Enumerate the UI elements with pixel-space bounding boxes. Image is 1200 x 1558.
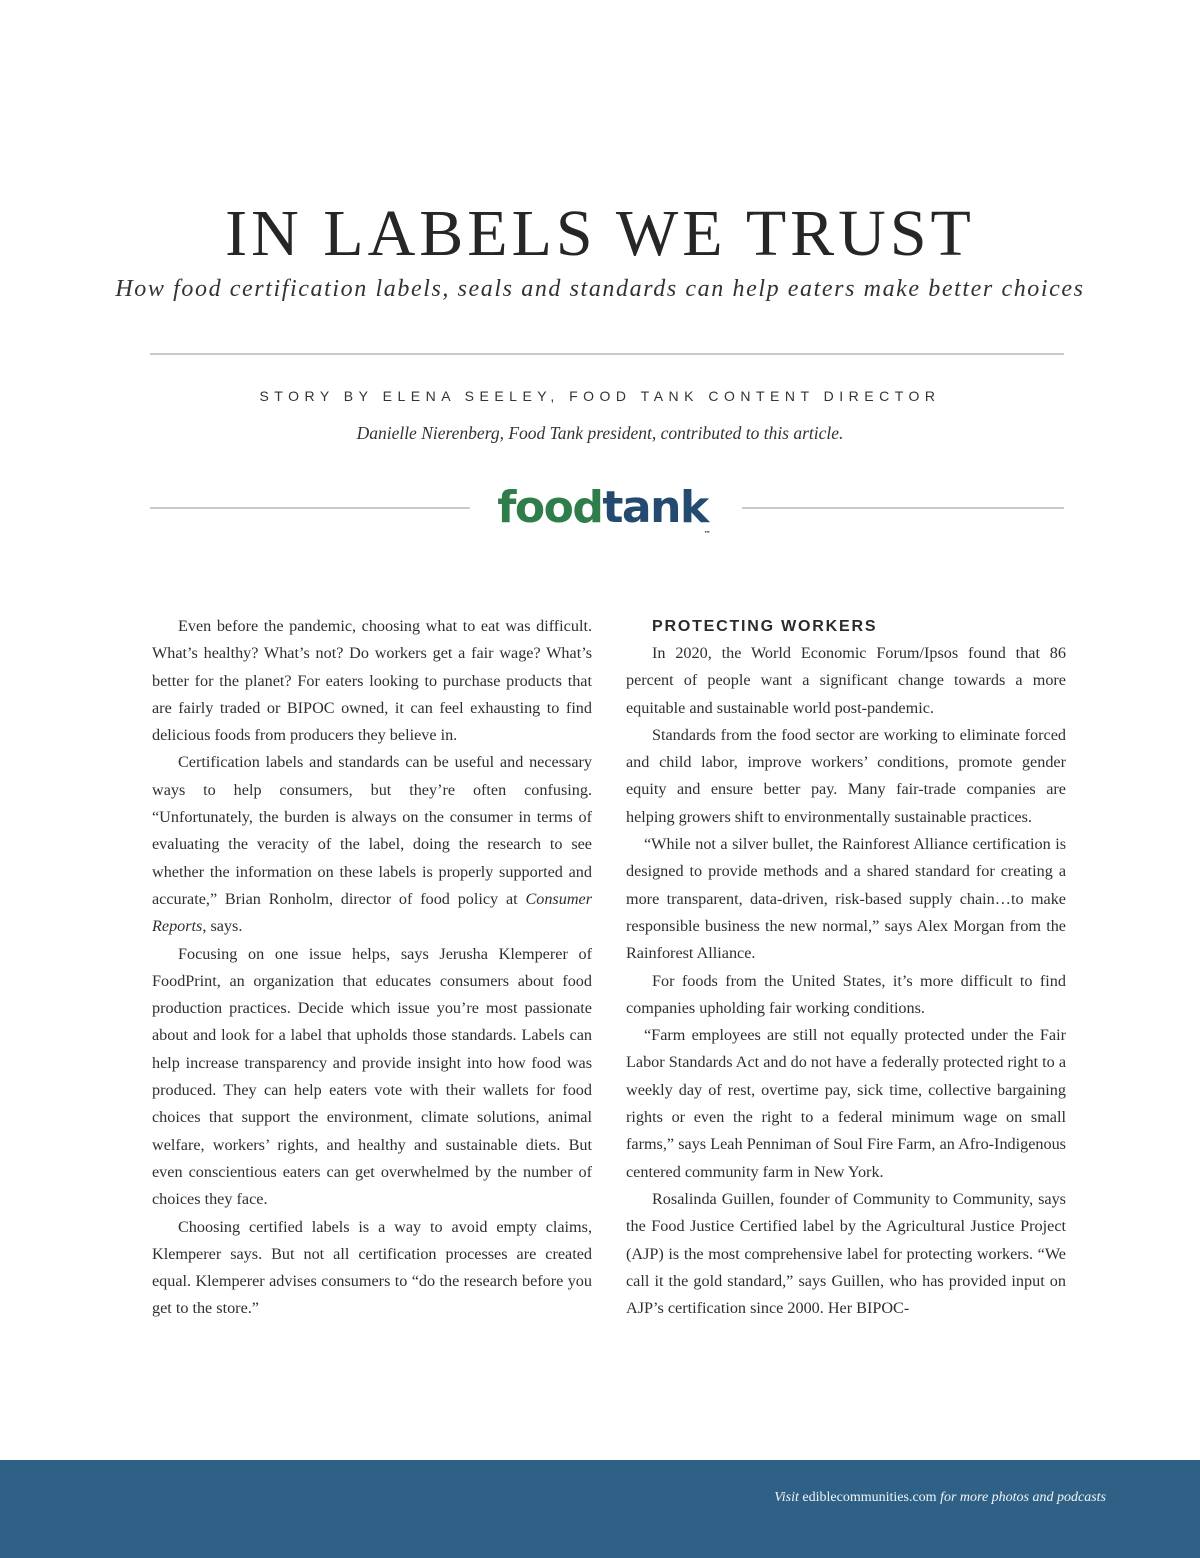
paragraph: Rosalinda Guillen, founder of Community to Community, says the Food Justice Certified label by the Agricultural Justice Project (AJP) is the most comprehensive label for protecting workers. “We call it the gold standard,” says Guillen, who has provided input on AJP’s certification since 2000. Her BIPOC- (626, 1189, 1066, 1318)
contributor-note: Danielle Nierenberg, Food Tank president, contributed to this article. (356, 423, 844, 443)
top-divider (150, 353, 1064, 355)
left-column (152, 613, 592, 1323)
paragraph-text: , says. (202, 917, 243, 936)
paragraph: In 2020, the World Economic Forum/Ipsos found that 86 percent of people want a significant change towards a more equitable and sustainable world post-pandemic. (626, 644, 1066, 717)
logo-divider-right (742, 507, 1064, 509)
paragraph: Standards from the food sector are working to eliminate forced and child labor, improve workers’ conditions, promote gender equity and ensure better pay. Many fair-trade companies are helping growers shift to environmentally sustainable practices. (626, 725, 1066, 826)
footer-site-link[interactable]: ediblecommunities.com (802, 1490, 937, 1505)
byline: STORY BY ELENA SEELEY, FOOD TANK CONTENT DIRECTOR (259, 388, 941, 404)
foodtank-logo (470, 478, 742, 550)
paragraph: Choosing certified labels is a way to avoid empty claims, Klemperer says. But not all certification processes are created equal. Klemperer advises consumers to “do the research before you get to the store.” (152, 1217, 592, 1318)
publication-name: Consumer Reports (152, 889, 592, 936)
logo-trademark: ™ (703, 530, 711, 538)
paragraph: Focusing on one issue helps, says Jerusha Klemperer of FoodPrint, an organization that educates consumers about food production practices. Decide which issue you’re most passionate about and look for a label that upholds those standards. Labels can help increase transparency and provide insight into how food was produced. They can help eaters vote with their wallets for food choices that support the environment, climate solutions, animal welfare, workers’ rights, and healthy and sustainable diets. But even conscientious eaters can get overwhelmed by the number of choices they face. (152, 944, 592, 1209)
logo-food-text: food (497, 482, 603, 533)
logo-tank-text: tank (602, 482, 708, 533)
article-title: IN LABELS WE TRUST (225, 197, 975, 270)
section-heading: PROTECTING WORKERS (652, 618, 878, 635)
paragraph (152, 749, 592, 940)
right-column (626, 613, 1066, 1322)
logo-divider-left (150, 507, 470, 509)
footer-rest: for more photos and podcasts (940, 1490, 1106, 1505)
paragraph: “While not a silver bullet, the Rainforest Alliance certification is designed to provide methods and a shared standard for creating a more transparent, data-driven, risk-based supply chain…to make responsible business the new normal,” says Alex Morgan from the Rainforest Alliance. (626, 835, 1066, 963)
article-subtitle: How food certification labels, seals and standards can help eaters make better choices (115, 276, 1085, 302)
paragraph: “Farm employees are still not equally protected under the Fair Labor Standards Act and do not have a federally protected right to a weekly day of rest, overtime pay, sick time, collective bargaining rights or even the right to a federal minimum wage on small farms,” says Leah Penniman of Soul Fire Farm, an Afro-Indigenous centered community farm in New York. (626, 1026, 1066, 1181)
paragraph-text: Certification labels and standards can be useful and necessary ways to help consumers, but they’re often confusing. “Unfortunately, the burden is always on the consumer in terms of evaluating the veracity of the label, doing the research to see whether the information on these labels is properly supported and accurate,” Brian Ronholm, director of food policy at (152, 753, 592, 908)
paragraph: Even before the pandemic, choosing what to eat was difficult. What’s healthy? What’s not? Do workers get a fair wage? What’s better for the planet? For eaters looking to purchase products that are fairly traded or BIPOC owned, it can feel exhausting to find delicious foods from producers they believe in. (152, 617, 592, 745)
footer-text (774, 1490, 1106, 1506)
footer-banner (0, 1460, 1200, 1558)
paragraph: For foods from the United States, it’s more difficult to find companies upholding fair working conditions. (626, 971, 1066, 1017)
footer-visit: Visit (774, 1490, 799, 1505)
